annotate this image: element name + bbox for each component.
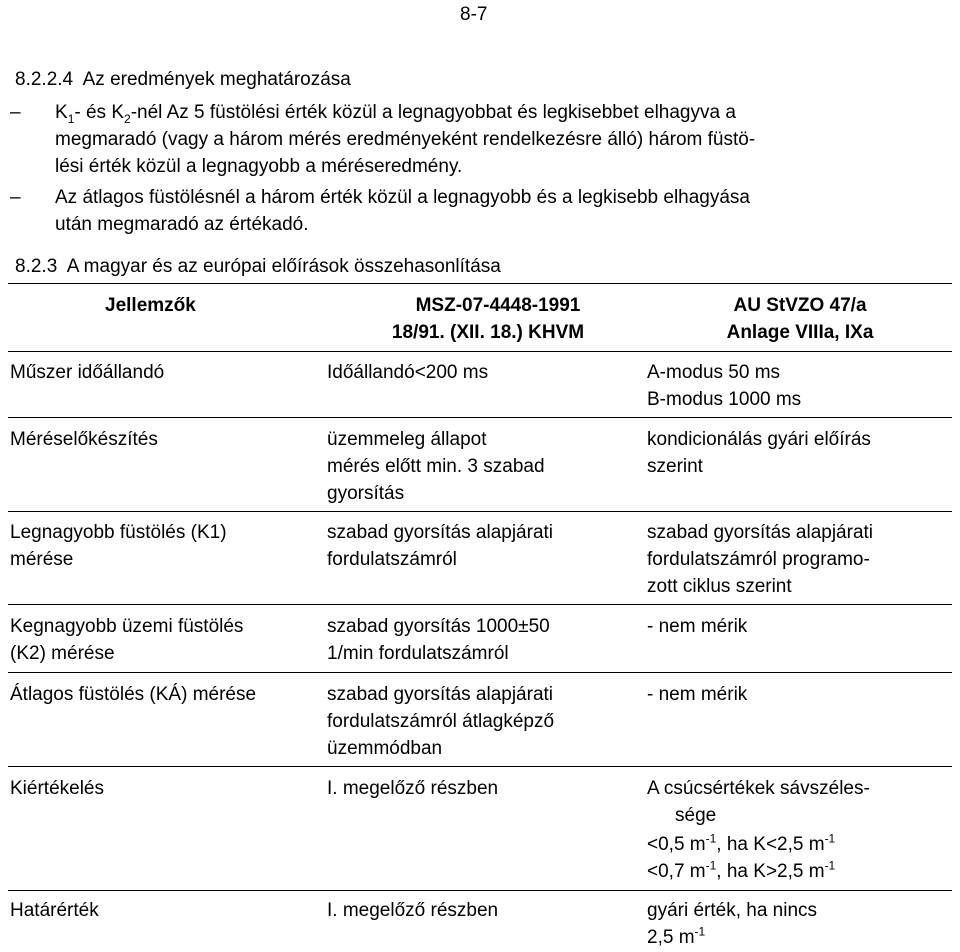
- msz-value: gyorsítás: [327, 483, 405, 504]
- bullet-1-line-3: lési érték közül a legnagyobb a méréseredmény.: [55, 156, 463, 177]
- text: -nél Az 5 füstölési érték közül a legnagyobbat és legkisebbet elhagyva a: [130, 102, 736, 123]
- msz-value: üzemmódban: [327, 738, 443, 759]
- au-value: - nem mérik: [647, 684, 748, 705]
- row-label: Határérték: [10, 900, 99, 921]
- msz-value: I. megelőző részben: [327, 778, 499, 799]
- row-label: mérése: [10, 549, 74, 570]
- bullet-dash: –: [10, 187, 21, 208]
- table-header-rule: [8, 351, 952, 352]
- au-value: A-modus 50 ms: [647, 362, 781, 383]
- col-head-au-line-1: AU StVZO 47/a: [733, 295, 867, 316]
- bullet-1-line-1: [55, 100, 935, 126]
- bullet-1-line-2: megmaradó (vagy a három mérés eredményeként rendelkezésre álló) három füstö-: [55, 129, 756, 150]
- col-head-msz-line-2: 18/91. (XII. 18.) KHVM: [391, 322, 585, 343]
- au-value: - nem mérik: [647, 616, 748, 637]
- msz-value: mérés előtt min. 3 szabad: [327, 456, 545, 477]
- row-label: Műszer időállandó: [10, 362, 165, 383]
- row-label: (K2) mérése: [10, 643, 115, 664]
- row-label: Kiértékelés: [10, 778, 104, 799]
- msz-value: I. megelőző részben: [327, 900, 499, 921]
- row-label: Kegnagyobb üzemi füstölés: [10, 616, 244, 637]
- au-value: zott ciklus szerint: [647, 576, 792, 597]
- row-rule: [8, 511, 952, 512]
- msz-value: fordulatszámról átlagképző: [327, 711, 555, 732]
- au-value: kondicionálás gyári előírás: [647, 429, 871, 450]
- row-label: Legnagyobb füstölés (K1): [10, 522, 227, 543]
- page-number: 8-7: [460, 4, 488, 25]
- superscript: -1: [694, 924, 706, 939]
- compare-heading: 8.2.3 A magyar és az európai előírások összehasonlítása: [15, 256, 501, 277]
- msz-value: Időállandó<200 ms: [327, 362, 489, 383]
- msz-value: üzemmeleg állapot: [327, 429, 487, 450]
- au-value: szabad gyorsítás alapjárati: [647, 522, 874, 543]
- col-head-features: Jellemzők: [105, 295, 196, 316]
- bullet-2-line-1: Az átlagos füstölésnél a három érték közül a legnagyobb és a legkisebb elhagyása: [55, 187, 750, 208]
- row-label: Méréselőkészítés: [10, 429, 158, 450]
- table-top-rule: [8, 283, 952, 284]
- msz-value: szabad gyorsítás alapjárati: [327, 522, 554, 543]
- superscript: -1: [824, 858, 836, 873]
- row-label: Átlagos füstölés (KÁ) mérése: [10, 684, 257, 705]
- row-rule: [8, 890, 952, 891]
- au-value: szerint: [647, 456, 703, 477]
- subscript: 1: [67, 111, 75, 126]
- text: - és K: [74, 102, 124, 123]
- row-rule: [8, 766, 952, 767]
- msz-value: szabad gyorsítás 1000±50: [327, 616, 550, 637]
- superscript: -1: [705, 831, 717, 846]
- au-value: [647, 832, 835, 858]
- bullet-dash: –: [10, 102, 21, 123]
- results-heading: 8.2.2.4 Az eredmények meghatározása: [15, 69, 351, 90]
- row-rule: [8, 672, 952, 673]
- msz-value: fordulatszámról: [327, 549, 457, 570]
- row-rule: [8, 417, 952, 418]
- text: <0,5 m: [647, 834, 706, 855]
- au-value: B-modus 1000 ms: [647, 389, 802, 410]
- subscript: 2: [124, 111, 131, 126]
- au-value: A csúcsértékek sávszéles-: [647, 778, 870, 799]
- text: 2,5 m: [647, 927, 695, 948]
- col-head-au-line-2: Anlage VIIIa, IXa: [726, 322, 874, 343]
- superscript: -1: [705, 858, 717, 873]
- superscript: -1: [824, 831, 836, 846]
- bullet-1: [0, 100, 960, 180]
- bullet-2: [0, 185, 960, 239]
- bullet-2-line-2: után megmaradó az értékadó.: [55, 214, 309, 235]
- au-value: [647, 925, 705, 951]
- au-value: fordulatszámról programo-: [647, 549, 870, 570]
- row-rule: [8, 604, 952, 605]
- au-value: [647, 859, 835, 885]
- k-symbol: K: [55, 102, 68, 123]
- text: <0,7 m: [647, 861, 706, 882]
- au-value: gyári érték, ha nincs: [647, 900, 818, 921]
- text: , ha K>2,5 m: [716, 861, 825, 882]
- msz-value: 1/min fordulatszámról: [327, 643, 509, 664]
- au-value: sége: [675, 805, 717, 826]
- text: , ha K<2,5 m: [716, 834, 825, 855]
- col-head-msz-line-1: MSZ-07-4448-1991: [415, 295, 581, 316]
- msz-value: szabad gyorsítás alapjárati: [327, 684, 554, 705]
